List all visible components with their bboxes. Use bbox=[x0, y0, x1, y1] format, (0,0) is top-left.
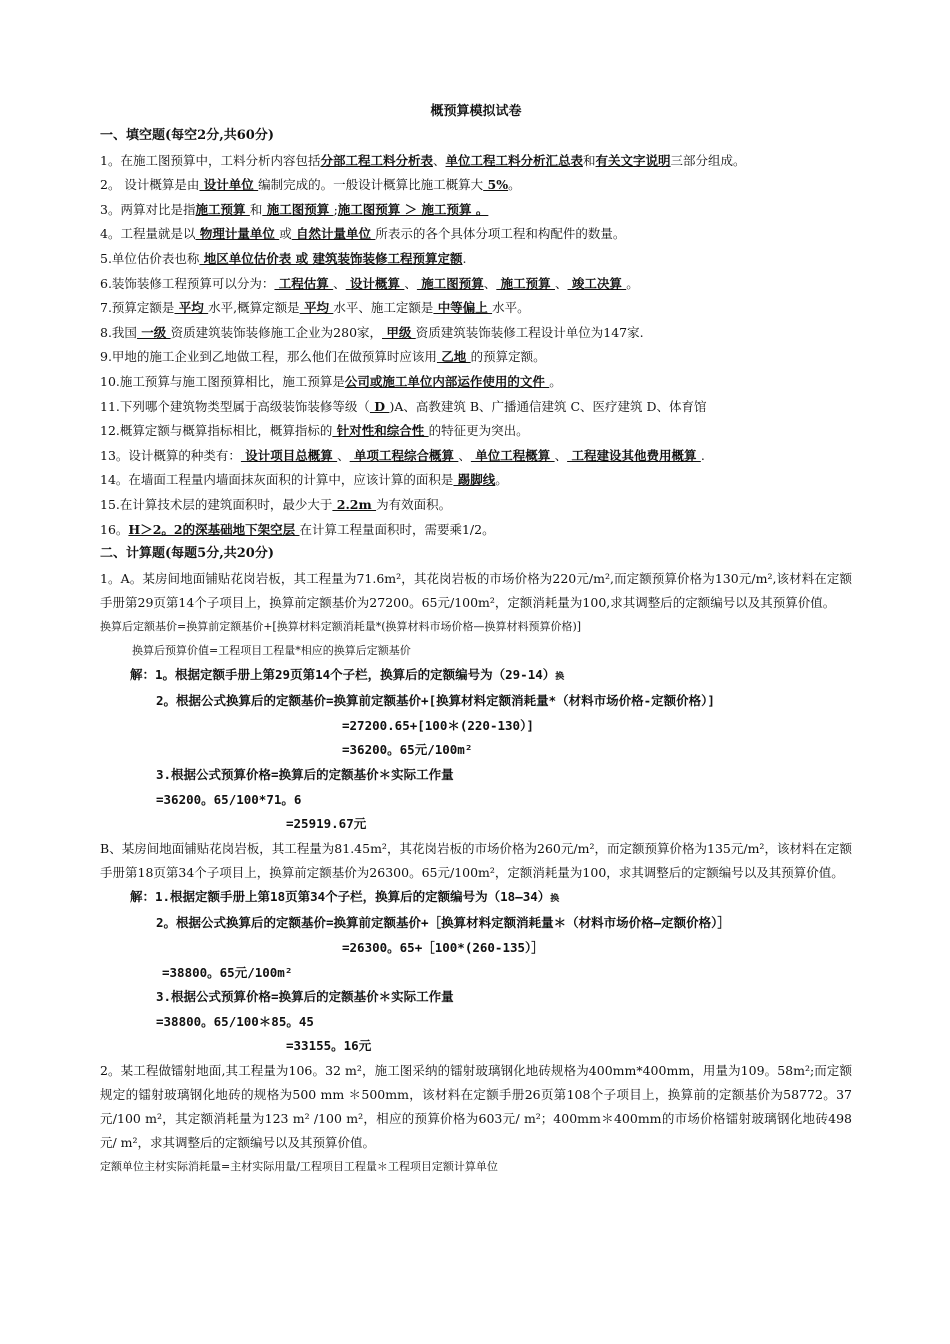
solution-1b-result: =33155。16元 bbox=[286, 1038, 372, 1054]
answer: 自然计量单位 bbox=[291, 226, 376, 242]
answer: 乙地 bbox=[436, 349, 471, 365]
page-title: 概预算模拟试卷 bbox=[430, 104, 522, 119]
formula-material-consumption: 定额单位主材实际消耗量=主材实际用量/工程项目工程量＊工程项目定额计算单位 bbox=[100, 1160, 498, 1173]
question-13: 13。设计概算的种类有： 设计项目总概算 、 单项工程综合概算 、 单位工程概算 、 工程建设其他费用概算 . bbox=[100, 447, 705, 463]
question-8: 8.我国 一级 资质建筑装饰装修施工企业为280家， 甲级 资质建筑装饰装修工程设计单位为147家. bbox=[100, 324, 644, 340]
question-7: 7.预算定额是 平均 水平,概算定额是 平均 水平、施工定额是 中等偏上 水平。 bbox=[100, 300, 530, 316]
document-page bbox=[100, 100, 852, 1179]
answer: 踢脚线 bbox=[453, 472, 496, 488]
answer: 设计项目总概算 bbox=[240, 447, 338, 463]
question-4: 4。工程量就是以 物理计量单位 或 自然计量单位 所表示的各个具体分项工程和构配件的数量。 bbox=[100, 226, 626, 242]
solution-1b-step3: 3.根据公式预算价格=换算后的定额基价＊实际工作量 bbox=[156, 989, 454, 1005]
question-2: 2。 设计概算是由 设计单位 编制完成的。一般设计概算比施工概算大 5%。 bbox=[100, 177, 521, 193]
question-11: 11.下列哪个建筑物类型属于高级装饰装修等级（ D )A、高教建筑 B、广播通信建筑 C、医疗建筑 D、体育馆 bbox=[100, 398, 707, 414]
answer: D bbox=[369, 398, 390, 414]
question-5: 5.单位估价表也称 地区单位估价表 或 建筑装饰装修工程预算定额. bbox=[100, 250, 467, 266]
answer: 竣工决算 bbox=[567, 275, 627, 291]
answer: 设计概算 bbox=[345, 275, 405, 291]
answer: 地区单位估价表 或 建筑装饰装修工程预算定额 bbox=[199, 250, 463, 266]
solution-1a-calc1: =27200.65+[100＊(220-130）] bbox=[342, 717, 534, 733]
question-16: 16。H＞2。2的深基础地下架空层 在计算工程量面积时，需要乘1/2。 bbox=[100, 521, 495, 537]
answer: 工程估算 bbox=[274, 275, 334, 291]
answer: 有关文字说明 bbox=[595, 152, 671, 168]
question-9: 9.甲地的施工企业到乙地做工程，那么他们在做预算时应该用 乙地 的预算定额。 bbox=[100, 349, 546, 365]
solution-1a-step3: 3.根据公式预算价格=换算后的定额基价＊实际工作量 bbox=[156, 767, 454, 783]
solution-1b-calc2: =38800。65元/100m² bbox=[162, 964, 293, 980]
answer: 单位工程工料分析汇总表 bbox=[445, 152, 584, 168]
problem-1a: 1。A。某房间地面铺贴花岗岩板，其工程量为71.6m²，其花岗岩板的市场价格为220元/m²,而定额预算价格为130元/m²,该材料在定额手册第29页第14个子项目上，换算前定额基价为27200。65元/100m²，定额消耗量为100,求其调整后的定额编号以及其预算价值。 bbox=[100, 570, 852, 610]
solution-1a-result: =25919.67元 bbox=[286, 816, 367, 832]
answer: 单位工程概算 bbox=[470, 447, 555, 463]
answer: H＞2。2的深基础地下架空层 bbox=[128, 521, 300, 537]
question-15: 15.在计算技术层的建筑面积时，最少大于 2.2m 为有效面积。 bbox=[100, 496, 452, 512]
answer: 公司或施工单位内部运作使用的文件 bbox=[344, 373, 550, 389]
section-heading-fill-blank: 一、填空题(每空2分,共60分) bbox=[100, 128, 274, 143]
problem-2: 2。某工程做镭射地面,其工程量为106。32 m²，施工图采纳的镭射玻璃钢化地砖规格为400mm*400mm，用量为109。58m²;而定额规定的镭射玻璃钢化地砖的规格为500 mm ＊500mm，该材料在定额手册26页第108个子项目上，换算前的定额基价为58772。37元/100 m²，其定额消耗量为123 m² /100 m²，相应的预算价格为603元/ m²；400mm＊400mm的市场价格镭射玻璃钢化地砖498元/ m²，求其调整后的定额编号以及其预算价值。 bbox=[100, 1063, 852, 1150]
solution-1a-step1: 解：1。根据定额手册上第29页第14个子栏，换算后的定额编号为（29-14）换 bbox=[130, 666, 565, 682]
answer: 甲级 bbox=[382, 324, 416, 340]
question-10: 10.施工预算与施工图预算相比，施工预算是公司或施工单位内部运作使用的文件 。 bbox=[100, 373, 562, 389]
question-14: 14。在墙面工程量内墙面抹灰面积的计算中，应该计算的面积是 踢脚线。 bbox=[100, 472, 508, 488]
answer: 分部工程工料分析表 bbox=[320, 152, 433, 168]
answer: 平均 bbox=[299, 300, 334, 316]
answer: 工程建设其他费用概算 bbox=[567, 447, 701, 463]
answer: 单项工程综合概算 bbox=[349, 447, 459, 463]
problem-1b: B、某房间地面铺贴花岗岩板，其工程量为81.45m²，其花岗岩板的市场价格为260元/m²，而定额预算价格为135元/m²，该材料在定额手册第18页第34个子项目上，换算前定额基价为26300。65元/100m²，定额消耗量为100，求其调整后的定额编号以及其预算价值。 bbox=[100, 840, 852, 880]
answer: 2.2m bbox=[332, 496, 377, 512]
question-1: 1。在施工图预算中，工料分析内容包括分部工程工料分析表、单位工程工料分析汇总表和有关文字说明三部分组成。 bbox=[100, 152, 746, 168]
solution-1b-step1: 解：1.根据定额手册上第18页第34个子栏，换算后的定额编号为（18—34）换 bbox=[130, 888, 560, 904]
answer: 施工图预算 bbox=[416, 275, 484, 291]
section-heading-calculation: 二、计算题(每题5分,共20分) bbox=[100, 546, 274, 562]
formula-budget-value: 换算后预算价值=工程项目工程量*相应的换算后定额基价 bbox=[132, 643, 411, 657]
answer: 物理计量单位 bbox=[195, 226, 280, 242]
formula-base-price: 换算后定额基价=换算前定额基价+[换算材料定额消耗量*(换算材料市场价格—换算材料预算价格)] bbox=[100, 619, 582, 633]
solution-1a-step2: 2。根据公式换算后的定额基价=换算前定额基价+[换算材料定额消耗量*（材料市场价格-定额价格）] bbox=[156, 693, 715, 709]
answer: 施工预算 bbox=[496, 275, 555, 291]
answer: 施工图预算 bbox=[262, 201, 334, 217]
solution-1b-step2: 2。根据公式换算后的定额基价=换算前定额基价+［换算材料定额消耗量＊（材料市场价格—定额价格）］ bbox=[156, 915, 730, 931]
question-6: 6.装饰装修工程预算可以分为： 工程估算 、 设计概算 、 施工图预算、 施工预算 、 竣工决算 。 bbox=[100, 275, 639, 291]
answer: 中等偏上 bbox=[433, 300, 493, 316]
question-3: 3。两算对比是指施工预算 和 施工图预算 ;施工图预算 ＞ 施工预算 。 bbox=[100, 201, 489, 217]
answer: 平均 bbox=[174, 300, 209, 316]
answer: 施工图预算 ＞ 施工预算 。 bbox=[337, 201, 489, 217]
question-12: 12.概算定额与概算指标相比，概算指标的 针对性和综合性 的特征更为突出。 bbox=[100, 423, 529, 439]
solution-1b-calc3: =38800。65/100＊85。45 bbox=[156, 1013, 314, 1029]
solution-1b-calc1: =26300。65+［100*(260-135）］ bbox=[342, 940, 544, 956]
answer: 一级 bbox=[136, 324, 171, 340]
answer: 5% bbox=[483, 177, 509, 193]
solution-1a-calc2: =36200。65元/100m² bbox=[342, 742, 473, 758]
answer: 设计单位 bbox=[199, 177, 259, 193]
answer: 施工预算 bbox=[195, 201, 250, 217]
answer: 针对性和综合性 bbox=[332, 423, 429, 439]
solution-1a-calc3: =36200。65/100*71。6 bbox=[156, 791, 302, 807]
